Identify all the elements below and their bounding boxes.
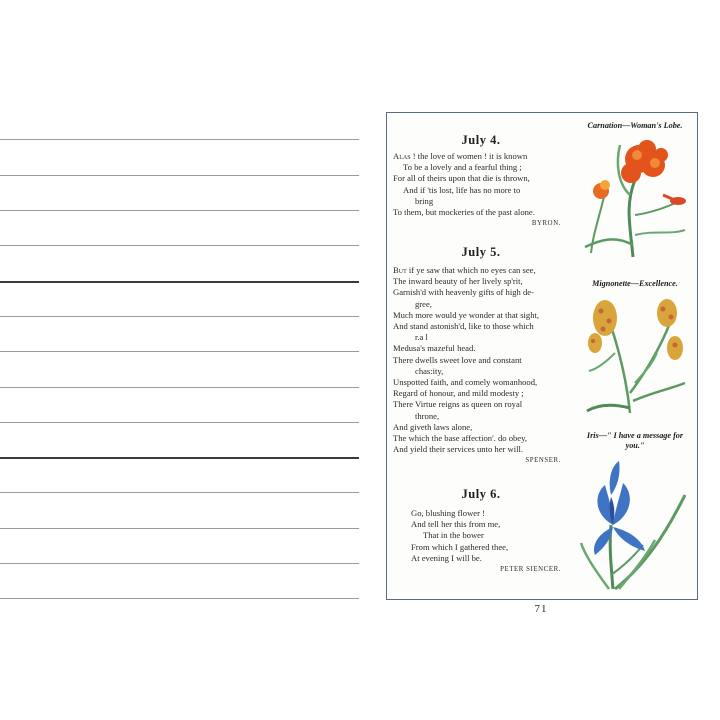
verse-text: Medusa's mazeful head.: [393, 343, 476, 354]
verse-text: Regard of honour, and mild modesty ;: [393, 388, 524, 399]
iris-illustration: [575, 455, 695, 591]
verse-line: [393, 207, 569, 218]
verse-line: [401, 519, 569, 530]
carnation-illustration: [575, 135, 695, 259]
verse-line: [393, 265, 569, 276]
verse-text: chas:ity,: [415, 365, 444, 376]
verse-line: [393, 299, 569, 310]
verse-text: There dwells sweet love and constant: [393, 354, 522, 365]
verse-text: That in the bower: [423, 530, 484, 541]
rule-line: [0, 175, 359, 176]
verse-line: [393, 422, 569, 433]
flower-column: [573, 113, 697, 599]
verse-line: [393, 433, 569, 444]
entry-author: PETER SIENCER.: [500, 566, 561, 574]
verse-line: [393, 399, 569, 410]
verse-text: And giveth laws alone,: [393, 421, 473, 432]
verse-text: The inward beauty of her lively sp'rit,: [393, 276, 523, 287]
verse-text: The which the base affection'. do obey,: [393, 433, 527, 444]
verse-line: [393, 162, 569, 173]
verse-line: [393, 173, 569, 184]
verse-line: [393, 377, 569, 388]
page-number: 71: [534, 603, 548, 615]
verse-text: From which I gathered thee,: [411, 541, 509, 552]
verse-text: throne,: [415, 410, 440, 421]
verse-text: There Virtue reigns as queen on royal: [393, 399, 523, 410]
rule-line: [0, 139, 359, 140]
verse-line: [401, 530, 569, 541]
rule-line: [0, 422, 359, 423]
verse-line: [393, 321, 569, 332]
verse-text: And if 'tis lost, life has no more to: [403, 184, 521, 195]
verse-text: And yield their services unto her will.: [393, 444, 524, 455]
verse-initial-word: But: [393, 265, 407, 275]
mignonette-illustration: [575, 293, 695, 417]
verse-text: bring: [415, 195, 434, 206]
verse-line: [393, 332, 569, 343]
verse-line: [401, 542, 569, 553]
entry-author: BYRON.: [531, 220, 561, 228]
rule-line: [0, 316, 359, 317]
rule-line: [0, 598, 359, 599]
verse-text: For all of theirs upon that die is thrown,: [393, 173, 530, 184]
book-page: [386, 112, 698, 600]
verse-line: [393, 355, 569, 366]
entry-title: July 6.: [461, 487, 501, 501]
verse-line: [393, 185, 569, 196]
verse-line: [393, 310, 569, 321]
flower-label: Iris—" I have a message for you.": [586, 431, 684, 450]
verse-text: ! the love of women ! it is known: [410, 151, 528, 161]
verse-line: [393, 343, 569, 354]
rule-line-heavy: [0, 457, 359, 459]
verse-text: And tell her this from me,: [411, 519, 501, 530]
verse-line: [401, 508, 569, 519]
verse-line: [393, 276, 569, 287]
verse-text: To be a lovely and a fearful thing ;: [403, 162, 522, 173]
verse-line: [401, 553, 569, 564]
verse-text: Go, blushing flower !: [411, 508, 485, 518]
verse: [393, 508, 569, 564]
verse-text: r.a l: [415, 332, 428, 343]
entry-july-6: [393, 487, 569, 573]
entry-title: July 4.: [461, 133, 501, 147]
verse: [393, 265, 569, 455]
entry-title: July 5.: [461, 245, 501, 259]
rule-line: [0, 351, 359, 352]
verse-text: gree,: [415, 298, 432, 309]
verse-text: Unspotted faith, and comely womanhood,: [393, 377, 538, 388]
verse-text: if ye saw that which no eyes can see,: [406, 265, 536, 275]
verse-text: Much more would ye wonder at that sight,: [393, 309, 540, 320]
flower-label: Carnation—Woman's Lobe.: [587, 121, 683, 130]
entry-july-5: [393, 245, 569, 464]
rule-line-heavy: [0, 281, 359, 283]
verse-line: [393, 287, 569, 298]
verse-line: [393, 366, 569, 377]
rule-line: [0, 528, 359, 529]
rule-line: [0, 245, 359, 246]
entry-july-4: [393, 133, 569, 227]
flower-label: Mignonette—Excellence.: [592, 279, 678, 288]
verse-line: [393, 151, 569, 162]
verse-text: And stand astonish'd, like to those which: [393, 321, 534, 332]
verse-text: To them, but mockeries of the past alone.: [393, 207, 535, 218]
verse-line: [393, 388, 569, 399]
verse-initial-word: Alas: [393, 151, 411, 161]
rule-line: [0, 492, 359, 493]
rule-line: [0, 563, 359, 564]
rule-line: [0, 210, 359, 211]
rule-line: [0, 387, 359, 388]
entry-author: SPENSER.: [525, 457, 561, 465]
verse-line: [393, 411, 569, 422]
verse-line: [393, 444, 569, 455]
verse-line: [393, 196, 569, 207]
verse: [393, 151, 569, 218]
verse-text: Garnish'd with heavenly gifts of high de-: [393, 287, 534, 298]
verse-text: At evening I will be.: [411, 552, 482, 563]
